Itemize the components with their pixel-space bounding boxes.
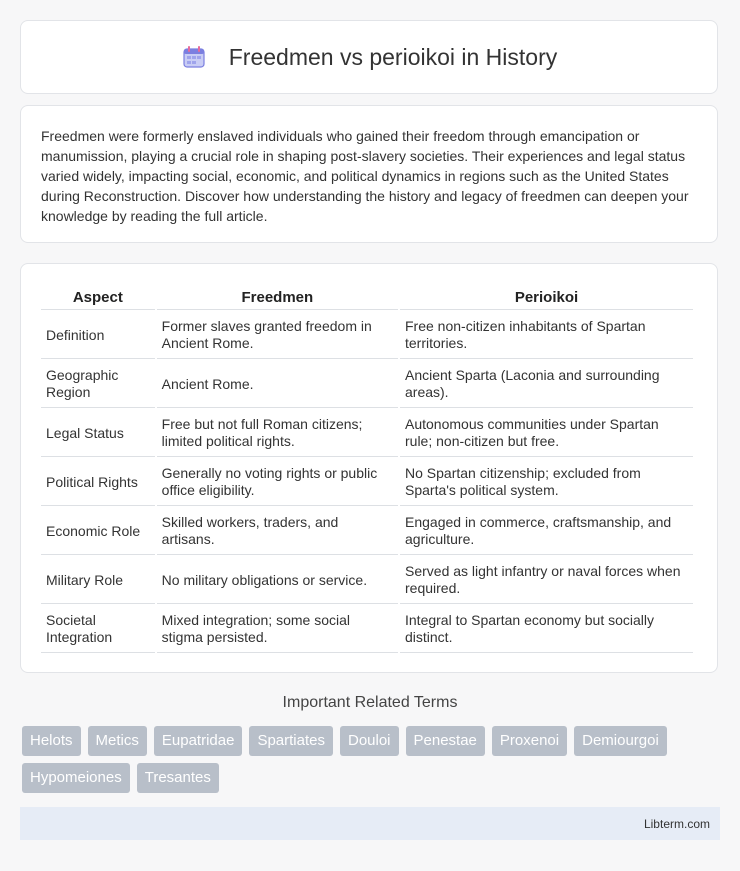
table-cell-perioikoi: No Spartan citizenship; excluded from Sparta's political system. <box>400 459 693 506</box>
related-terms-list <box>22 726 712 800</box>
table-cell-freedmen: Free but not full Roman citizens; limited political rights. <box>157 410 398 457</box>
related-term-tag[interactable]: Demiourgoi <box>574 726 667 756</box>
related-term-tag[interactable]: Metics <box>88 726 147 756</box>
related-term-tag[interactable]: Spartiates <box>249 726 333 756</box>
table-row <box>41 606 693 653</box>
table-cell-perioikoi: Autonomous communities under Spartan rule; non-citizen but free. <box>400 410 693 457</box>
table-cell-aspect: Economic Role <box>41 508 155 555</box>
related-term-tag[interactable]: Eupatridae <box>154 726 243 756</box>
table-row <box>41 459 693 506</box>
table-cell-perioikoi: Ancient Sparta (Laconia and surrounding areas). <box>400 361 693 408</box>
table-cell-freedmen: Generally no voting rights or public office eligibility. <box>157 459 398 506</box>
table-cell-aspect: Geographic Region <box>41 361 155 408</box>
table-header-row <box>41 284 693 310</box>
table-cell-perioikoi: Free non-citizen inhabitants of Spartan territories. <box>400 312 693 359</box>
footer-site-link[interactable]: Libterm.com <box>643 816 710 831</box>
table-row <box>41 508 693 555</box>
related-terms-title: Important Related Terms <box>282 694 458 711</box>
table-row <box>41 312 693 359</box>
table-cell-perioikoi: Engaged in commerce, craftsmanship, and agriculture. <box>400 508 693 555</box>
table-cell-freedmen: Ancient Rome. <box>157 361 398 408</box>
table-cell-freedmen: Former slaves granted freedom in Ancient Rome. <box>157 312 398 359</box>
related-term-tag[interactable]: Tresantes <box>137 763 219 793</box>
table-row <box>41 557 693 604</box>
related-term-tag[interactable]: Hypomeiones <box>22 763 130 793</box>
table-cell-perioikoi: Served as light infantry or naval forces when required. <box>400 557 693 604</box>
related-term-tag[interactable]: Helots <box>22 726 81 756</box>
intro-card <box>20 105 718 243</box>
footer <box>20 807 720 840</box>
table-cell-aspect: Legal Status <box>41 410 155 457</box>
calendar-icon <box>181 44 207 70</box>
table-cell-aspect: Societal Integration <box>41 606 155 653</box>
table-cell-aspect: Definition <box>41 312 155 359</box>
intro-text: Freedmen were formerly enslaved individuals who gained their freedom through emancipation or manumission, playing a crucial role in shaping post-slavery societies. Their experiences and legal status varied widely, impacting social, economic, and political dynamics in regions such as the United States during Reconstruction. Discover how understanding the history and legacy of freedmen can deepen your knowledge by reading the full article. <box>41 128 689 224</box>
comparison-card <box>20 263 718 673</box>
table-cell-perioikoi: Integral to Spartan economy but socially distinct. <box>400 606 693 653</box>
table-cell-aspect: Military Role <box>41 557 155 604</box>
table-cell-freedmen: No military obligations or service. <box>157 557 398 604</box>
column-header-perioikoi: Perioikoi <box>400 284 693 310</box>
table-cell-aspect: Political Rights <box>41 459 155 506</box>
header-card <box>20 20 718 94</box>
column-header-aspect: Aspect <box>41 284 155 310</box>
page-title: Freedmen vs perioikoi in History <box>228 43 558 70</box>
table-cell-freedmen: Mixed integration; some social stigma persisted. <box>157 606 398 653</box>
related-term-tag[interactable]: Penestae <box>406 726 485 756</box>
table-row <box>41 410 693 457</box>
table-cell-freedmen: Skilled workers, traders, and artisans. <box>157 508 398 555</box>
column-header-freedmen: Freedmen <box>157 284 398 310</box>
table-row <box>41 361 693 408</box>
related-term-tag[interactable]: Proxenoi <box>492 726 567 756</box>
comparison-table <box>39 282 695 655</box>
related-term-tag[interactable]: Douloi <box>340 726 399 756</box>
